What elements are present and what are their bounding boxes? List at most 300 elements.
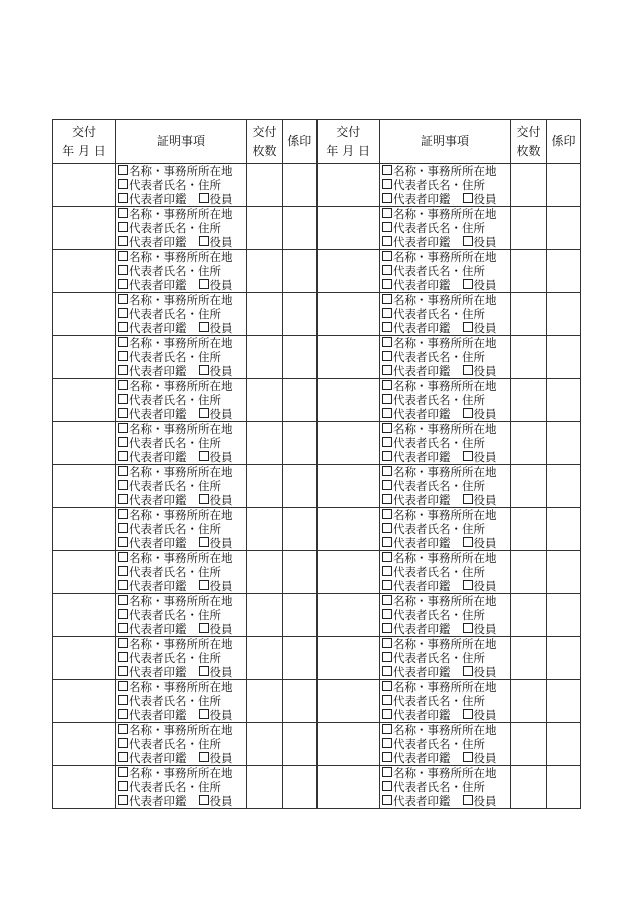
issue-date-cell-left[interactable] [53, 766, 116, 809]
option-label-opt1: 名称・事務所所在地 [129, 164, 233, 178]
checkbox-icon[interactable] [118, 480, 128, 490]
issue-date-cell-right[interactable] [317, 164, 380, 207]
option-label-opt3: 代表者印鑑 [129, 407, 187, 421]
checkbox-icon[interactable] [199, 193, 209, 203]
seal-cell-left[interactable] [283, 336, 317, 379]
checkbox-icon[interactable] [382, 494, 392, 504]
checkbox-icon[interactable] [382, 537, 392, 547]
checkbox-icon[interactable] [118, 351, 128, 361]
cert-items-cell-right[interactable] [380, 207, 511, 250]
table-row [53, 594, 581, 637]
checkbox-icon[interactable] [382, 580, 392, 590]
checkbox-icon[interactable] [118, 236, 128, 246]
checkbox-icon[interactable] [382, 666, 392, 676]
issue-count-cell-right[interactable] [511, 336, 547, 379]
checkbox-icon[interactable] [382, 609, 392, 619]
checkbox-icon[interactable] [199, 408, 209, 418]
checkbox-icon[interactable] [382, 394, 392, 404]
issue-date-cell-left[interactable] [53, 379, 116, 422]
seal-cell-left[interactable] [283, 680, 317, 723]
option-label-opt4: 役員 [473, 622, 497, 636]
checkbox-icon[interactable] [118, 537, 128, 547]
seal-cell-left[interactable] [283, 207, 317, 250]
cert-items-cell-right[interactable] [380, 465, 511, 508]
option-label-opt3: 代表者印鑑 [393, 493, 451, 507]
issue-count-cell-right[interactable] [511, 723, 547, 766]
checkbox-icon[interactable] [118, 552, 128, 562]
option-label-opt1: 名称・事務所所在地 [393, 465, 497, 479]
issue-count-cell-left[interactable] [247, 465, 283, 508]
issue-count-cell-left[interactable] [247, 508, 283, 551]
table-row [53, 766, 581, 809]
option-label-opt2: 代表者氏名・住所 [393, 350, 485, 364]
cert-items-cell-left[interactable] [116, 293, 247, 336]
issue-date-cell-right[interactable] [317, 680, 380, 723]
checkbox-icon[interactable] [199, 752, 209, 762]
option-label-opt2: 代表者氏名・住所 [393, 393, 485, 407]
cert-items-cell-left[interactable] [116, 164, 247, 207]
issue-date-cell-left[interactable] [53, 637, 116, 680]
checkbox-icon[interactable] [382, 466, 392, 476]
checkbox-icon[interactable] [118, 494, 128, 504]
seal-cell-right[interactable] [547, 508, 581, 551]
seal-cell-right[interactable] [547, 465, 581, 508]
seal-cell-right[interactable] [547, 723, 581, 766]
option-label-opt1: 名称・事務所所在地 [393, 336, 497, 350]
option-label-opt4: 役員 [473, 364, 497, 378]
option-label-opt4: 役員 [473, 407, 497, 421]
checkbox-icon[interactable] [463, 193, 473, 203]
checkbox-icon[interactable] [118, 781, 128, 791]
option-label-opt2: 代表者氏名・住所 [129, 350, 221, 364]
checkbox-icon[interactable] [463, 365, 473, 375]
seal-cell-right[interactable] [547, 680, 581, 723]
checkbox-icon[interactable] [118, 652, 128, 662]
option-label-opt4: 役員 [473, 235, 497, 249]
option-label-opt1: 名称・事務所所在地 [129, 293, 233, 307]
issue-count-cell-left[interactable] [247, 422, 283, 465]
issue-date-cell-right[interactable] [317, 594, 380, 637]
cert-items-cell-left[interactable] [116, 723, 247, 766]
option-label-opt2: 代表者氏名・住所 [129, 264, 221, 278]
seal-cell-left[interactable] [283, 250, 317, 293]
option-label-opt3: 代表者印鑑 [393, 192, 451, 206]
seal-cell-left[interactable] [283, 766, 317, 809]
cert-items-cell-right[interactable] [380, 508, 511, 551]
issue-count-cell-left[interactable] [247, 551, 283, 594]
checkbox-icon[interactable] [118, 294, 128, 304]
issue-date-cell-right[interactable] [317, 293, 380, 336]
checkbox-icon[interactable] [463, 537, 473, 547]
cert-items-cell-right[interactable] [380, 637, 511, 680]
option-label-opt2: 代表者氏名・住所 [129, 393, 221, 407]
checkbox-icon[interactable] [382, 623, 392, 633]
checkbox-icon[interactable] [118, 566, 128, 576]
seal-cell-left[interactable] [283, 164, 317, 207]
issue-count-cell-left[interactable] [247, 723, 283, 766]
issue-count-cell-right[interactable] [511, 551, 547, 594]
checkbox-icon[interactable] [463, 795, 473, 805]
checkbox-icon[interactable] [382, 337, 392, 347]
issue-date-cell-right[interactable] [317, 766, 380, 809]
issue-date-cell-left[interactable] [53, 422, 116, 465]
cert-items-cell-right[interactable] [380, 422, 511, 465]
seal-cell-left[interactable] [283, 508, 317, 551]
seal-cell-right[interactable] [547, 207, 581, 250]
seal-cell-left[interactable] [283, 551, 317, 594]
checkbox-icon[interactable] [463, 236, 473, 246]
checkbox-icon[interactable] [118, 681, 128, 691]
option-label-opt3: 代表者印鑑 [129, 708, 187, 722]
checkbox-icon[interactable] [382, 222, 392, 232]
cert-items-cell-right[interactable] [380, 766, 511, 809]
checkbox-icon[interactable] [463, 494, 473, 504]
option-label-opt3: 代表者印鑑 [393, 235, 451, 249]
checkbox-icon[interactable] [118, 279, 128, 289]
seal-cell-right[interactable] [547, 164, 581, 207]
option-label-opt3: 代表者印鑑 [393, 536, 451, 550]
checkbox-icon[interactable] [382, 251, 392, 261]
issue-date-cell-right[interactable] [317, 207, 380, 250]
seal-cell-left[interactable] [283, 594, 317, 637]
issue-count-cell-right[interactable] [511, 422, 547, 465]
checkbox-icon[interactable] [382, 595, 392, 605]
issue-date-cell-left[interactable] [53, 723, 116, 766]
issue-date-cell-right[interactable] [317, 250, 380, 293]
checkbox-icon[interactable] [382, 709, 392, 719]
checkbox-icon[interactable] [382, 193, 392, 203]
option-label-opt3: 代表者印鑑 [129, 536, 187, 550]
seal-cell-right[interactable] [547, 379, 581, 422]
issue-date-cell-left[interactable] [53, 594, 116, 637]
checkbox-icon[interactable] [382, 509, 392, 519]
issue-date-cell-right[interactable] [317, 508, 380, 551]
option-label-opt1: 名称・事務所所在地 [129, 336, 233, 350]
issue-date-cell-right[interactable] [317, 379, 380, 422]
issue-count-cell-left[interactable] [247, 594, 283, 637]
option-label-opt4: 役員 [209, 235, 233, 249]
cert-items-cell-right[interactable] [380, 164, 511, 207]
checkbox-icon[interactable] [382, 552, 392, 562]
option-label-opt1: 名称・事務所所在地 [129, 379, 233, 393]
checkbox-icon[interactable] [463, 322, 473, 332]
option-label-opt1: 名称・事務所所在地 [129, 207, 233, 221]
cert-items-cell-left[interactable] [116, 465, 247, 508]
checkbox-icon[interactable] [118, 767, 128, 777]
checkbox-icon[interactable] [382, 695, 392, 705]
issue-count-cell-left[interactable] [247, 250, 283, 293]
checkbox-icon[interactable] [118, 437, 128, 447]
checkbox-icon[interactable] [382, 423, 392, 433]
checkbox-icon[interactable] [463, 580, 473, 590]
checkbox-icon[interactable] [382, 236, 392, 246]
checkbox-icon[interactable] [382, 781, 392, 791]
seal-cell-left[interactable] [283, 293, 317, 336]
option-label-opt4: 役員 [209, 321, 233, 335]
option-label-opt2: 代表者氏名・住所 [129, 565, 221, 579]
option-label-opt2: 代表者氏名・住所 [129, 522, 221, 536]
checkbox-icon[interactable] [463, 408, 473, 418]
option-label-opt2: 代表者氏名・住所 [393, 479, 485, 493]
issue-count-cell-right[interactable] [511, 594, 547, 637]
seal-cell-left[interactable] [283, 637, 317, 680]
issue-date-cell-right[interactable] [317, 551, 380, 594]
cert-items-cell-right[interactable] [380, 680, 511, 723]
checkbox-icon[interactable] [382, 480, 392, 490]
issue-date-cell-left[interactable] [53, 551, 116, 594]
checkbox-icon[interactable] [118, 724, 128, 734]
issue-count-cell-right[interactable] [511, 680, 547, 723]
issue-count-cell-right[interactable] [511, 508, 547, 551]
checkbox-icon[interactable] [463, 623, 473, 633]
seal-cell-right[interactable] [547, 551, 581, 594]
issue-count-cell-right[interactable] [511, 637, 547, 680]
seal-cell-left[interactable] [283, 422, 317, 465]
issue-date-cell-left[interactable] [53, 465, 116, 508]
seal-cell-right[interactable] [547, 422, 581, 465]
checkbox-icon[interactable] [118, 208, 128, 218]
checkbox-icon[interactable] [199, 580, 209, 590]
checkbox-icon[interactable] [199, 623, 209, 633]
checkbox-icon[interactable] [118, 394, 128, 404]
table-row [53, 250, 581, 293]
option-label-opt3: 代表者印鑑 [129, 235, 187, 249]
option-label-opt3: 代表者印鑑 [393, 708, 451, 722]
checkbox-icon[interactable] [118, 380, 128, 390]
header-row [53, 120, 581, 164]
checkbox-icon[interactable] [199, 236, 209, 246]
issue-count-cell-right[interactable] [511, 250, 547, 293]
cert-items-cell-left[interactable] [116, 551, 247, 594]
checkbox-icon[interactable] [382, 208, 392, 218]
issue-count-cell-left[interactable] [247, 293, 283, 336]
checkbox-icon[interactable] [199, 279, 209, 289]
checkbox-icon[interactable] [382, 365, 392, 375]
issue-date-cell-left[interactable] [53, 207, 116, 250]
option-label-opt1: 名称・事務所所在地 [129, 551, 233, 565]
cert-items-cell-left[interactable] [116, 207, 247, 250]
option-label-opt2: 代表者氏名・住所 [393, 651, 485, 665]
cert-items-cell-right[interactable] [380, 551, 511, 594]
cert-items-cell-left[interactable] [116, 680, 247, 723]
cert-items-cell-right[interactable] [380, 379, 511, 422]
checkbox-icon[interactable] [463, 666, 473, 676]
checkbox-icon[interactable] [382, 738, 392, 748]
checkbox-icon[interactable] [382, 279, 392, 289]
checkbox-icon[interactable] [118, 337, 128, 347]
option-label-opt2: 代表者氏名・住所 [393, 436, 485, 450]
cert-items-cell-right[interactable] [380, 250, 511, 293]
issue-date-cell-left[interactable] [53, 680, 116, 723]
issue-date-cell-left[interactable] [53, 293, 116, 336]
checkbox-icon[interactable] [199, 795, 209, 805]
checkbox-icon[interactable] [463, 279, 473, 289]
option-label-opt2: 代表者氏名・住所 [393, 178, 485, 192]
checkbox-icon[interactable] [199, 494, 209, 504]
checkbox-icon[interactable] [382, 652, 392, 662]
issue-date-cell-left[interactable] [53, 336, 116, 379]
option-label-opt4: 役員 [209, 278, 233, 292]
cert-items-cell-right[interactable] [380, 293, 511, 336]
option-label-opt4: 役員 [209, 192, 233, 206]
checkbox-icon[interactable] [382, 380, 392, 390]
issue-count-cell-right[interactable] [511, 465, 547, 508]
cert-items-cell-left[interactable] [116, 336, 247, 379]
issue-date-cell-left[interactable] [53, 508, 116, 551]
checkbox-icon[interactable] [382, 408, 392, 418]
issue-count-cell-left[interactable] [247, 336, 283, 379]
option-label-opt4: 役員 [473, 321, 497, 335]
checkbox-icon[interactable] [118, 265, 128, 275]
checkbox-icon[interactable] [118, 451, 128, 461]
option-label-opt3: 代表者印鑑 [129, 622, 187, 636]
option-label-opt1: 名称・事務所所在地 [393, 207, 497, 221]
checkbox-icon[interactable] [382, 294, 392, 304]
cert-items-cell-left[interactable] [116, 766, 247, 809]
checkbox-icon[interactable] [382, 437, 392, 447]
seal-cell-right[interactable] [547, 336, 581, 379]
checkbox-icon[interactable] [118, 666, 128, 676]
checkbox-icon[interactable] [382, 724, 392, 734]
checkbox-icon[interactable] [118, 580, 128, 590]
checkbox-icon[interactable] [118, 738, 128, 748]
table-row [53, 465, 581, 508]
option-label-opt4: 役員 [209, 493, 233, 507]
issue-date-cell-left[interactable] [53, 250, 116, 293]
issue-count-cell-left[interactable] [247, 766, 283, 809]
issue-count-cell-left[interactable] [247, 680, 283, 723]
checkbox-icon[interactable] [199, 365, 209, 375]
issue-count-cell-right[interactable] [511, 766, 547, 809]
checkbox-icon[interactable] [382, 179, 392, 189]
checkbox-icon[interactable] [118, 251, 128, 261]
issue-date-cell-right[interactable] [317, 637, 380, 680]
checkbox-icon[interactable] [118, 308, 128, 318]
seal-cell-right[interactable] [547, 594, 581, 637]
checkbox-icon[interactable] [382, 752, 392, 762]
issue-count-cell-left[interactable] [247, 207, 283, 250]
cert-items-cell-left[interactable] [116, 422, 247, 465]
checkbox-icon[interactable] [382, 638, 392, 648]
checkbox-icon[interactable] [382, 566, 392, 576]
checkbox-icon[interactable] [118, 509, 128, 519]
option-label-opt4: 役員 [473, 579, 497, 593]
cert-items-cell-left[interactable] [116, 594, 247, 637]
checkbox-icon[interactable] [118, 695, 128, 705]
cert-items-cell-left[interactable] [116, 379, 247, 422]
checkbox-icon[interactable] [118, 165, 128, 175]
seal-cell-right[interactable] [547, 250, 581, 293]
issue-date-cell-right[interactable] [317, 465, 380, 508]
option-label-opt3: 代表者印鑑 [129, 493, 187, 507]
checkbox-icon[interactable] [118, 609, 128, 619]
seal-cell-right[interactable] [547, 293, 581, 336]
option-label-opt4: 役員 [473, 708, 497, 722]
checkbox-icon[interactable] [118, 408, 128, 418]
option-label-opt1: 名称・事務所所在地 [393, 551, 497, 565]
option-label-opt2: 代表者氏名・住所 [129, 178, 221, 192]
checkbox-icon[interactable] [118, 222, 128, 232]
cert-items-cell-right[interactable] [380, 336, 511, 379]
checkbox-icon[interactable] [199, 451, 209, 461]
checkbox-icon[interactable] [382, 523, 392, 533]
checkbox-icon[interactable] [118, 365, 128, 375]
issue-count-cell-right[interactable] [511, 293, 547, 336]
checkbox-icon[interactable] [118, 322, 128, 332]
checkbox-icon[interactable] [463, 709, 473, 719]
checkbox-icon[interactable] [118, 179, 128, 189]
checkbox-icon[interactable] [382, 451, 392, 461]
checkbox-icon[interactable] [118, 752, 128, 762]
issue-count-cell-left[interactable] [247, 379, 283, 422]
checkbox-icon[interactable] [118, 466, 128, 476]
cert-items-cell-right[interactable] [380, 723, 511, 766]
option-label-opt3: 代表者印鑑 [129, 579, 187, 593]
checkbox-icon[interactable] [199, 537, 209, 547]
cert-items-cell-left[interactable] [116, 637, 247, 680]
option-label-opt1: 名称・事務所所在地 [129, 680, 233, 694]
issue-date-cell-left[interactable] [53, 164, 116, 207]
checkbox-icon[interactable] [199, 322, 209, 332]
seal-cell-right[interactable] [547, 637, 581, 680]
checkbox-icon[interactable] [382, 322, 392, 332]
seal-cell-left[interactable] [283, 723, 317, 766]
option-label-opt4: 役員 [209, 622, 233, 636]
checkbox-icon[interactable] [382, 165, 392, 175]
checkbox-icon[interactable] [463, 451, 473, 461]
checkbox-icon[interactable] [118, 423, 128, 433]
seal-cell-left[interactable] [283, 465, 317, 508]
issue-date-cell-right[interactable] [317, 336, 380, 379]
checkbox-icon[interactable] [382, 767, 392, 777]
issue-date-cell-right[interactable] [317, 723, 380, 766]
seal-cell-right[interactable] [547, 766, 581, 809]
issue-count-cell-right[interactable] [511, 164, 547, 207]
option-label-opt1: 名称・事務所所在地 [393, 594, 497, 608]
option-label-opt3: 代表者印鑑 [129, 665, 187, 679]
checkbox-icon[interactable] [118, 623, 128, 633]
checkbox-icon[interactable] [118, 795, 128, 805]
option-label-opt2: 代表者氏名・住所 [129, 780, 221, 794]
checkbox-icon[interactable] [118, 523, 128, 533]
checkbox-icon[interactable] [382, 265, 392, 275]
seal-cell-left[interactable] [283, 379, 317, 422]
issue-count-cell-left[interactable] [247, 164, 283, 207]
option-label-opt2: 代表者氏名・住所 [393, 694, 485, 708]
option-label-opt2: 代表者氏名・住所 [393, 221, 485, 235]
issue-date-cell-right[interactable] [317, 422, 380, 465]
checkbox-icon[interactable] [382, 351, 392, 361]
checkbox-icon[interactable] [463, 752, 473, 762]
issue-count-cell-right[interactable] [511, 207, 547, 250]
issue-count-header-left: 交付 枚数 [247, 120, 283, 164]
checkbox-icon[interactable] [382, 308, 392, 318]
issue-count-cell-right[interactable] [511, 379, 547, 422]
option-label-opt3: 代表者印鑑 [129, 321, 187, 335]
cert-items-cell-right[interactable] [380, 594, 511, 637]
cert-items-cell-left[interactable] [116, 250, 247, 293]
checkbox-icon[interactable] [199, 709, 209, 719]
checkbox-icon[interactable] [382, 795, 392, 805]
checkbox-icon[interactable] [382, 681, 392, 691]
checkbox-icon[interactable] [118, 595, 128, 605]
checkbox-icon[interactable] [118, 709, 128, 719]
checkbox-icon[interactable] [118, 193, 128, 203]
cert-items-cell-left[interactable] [116, 508, 247, 551]
checkbox-icon[interactable] [199, 666, 209, 676]
checkbox-icon[interactable] [118, 638, 128, 648]
issue-count-cell-left[interactable] [247, 637, 283, 680]
